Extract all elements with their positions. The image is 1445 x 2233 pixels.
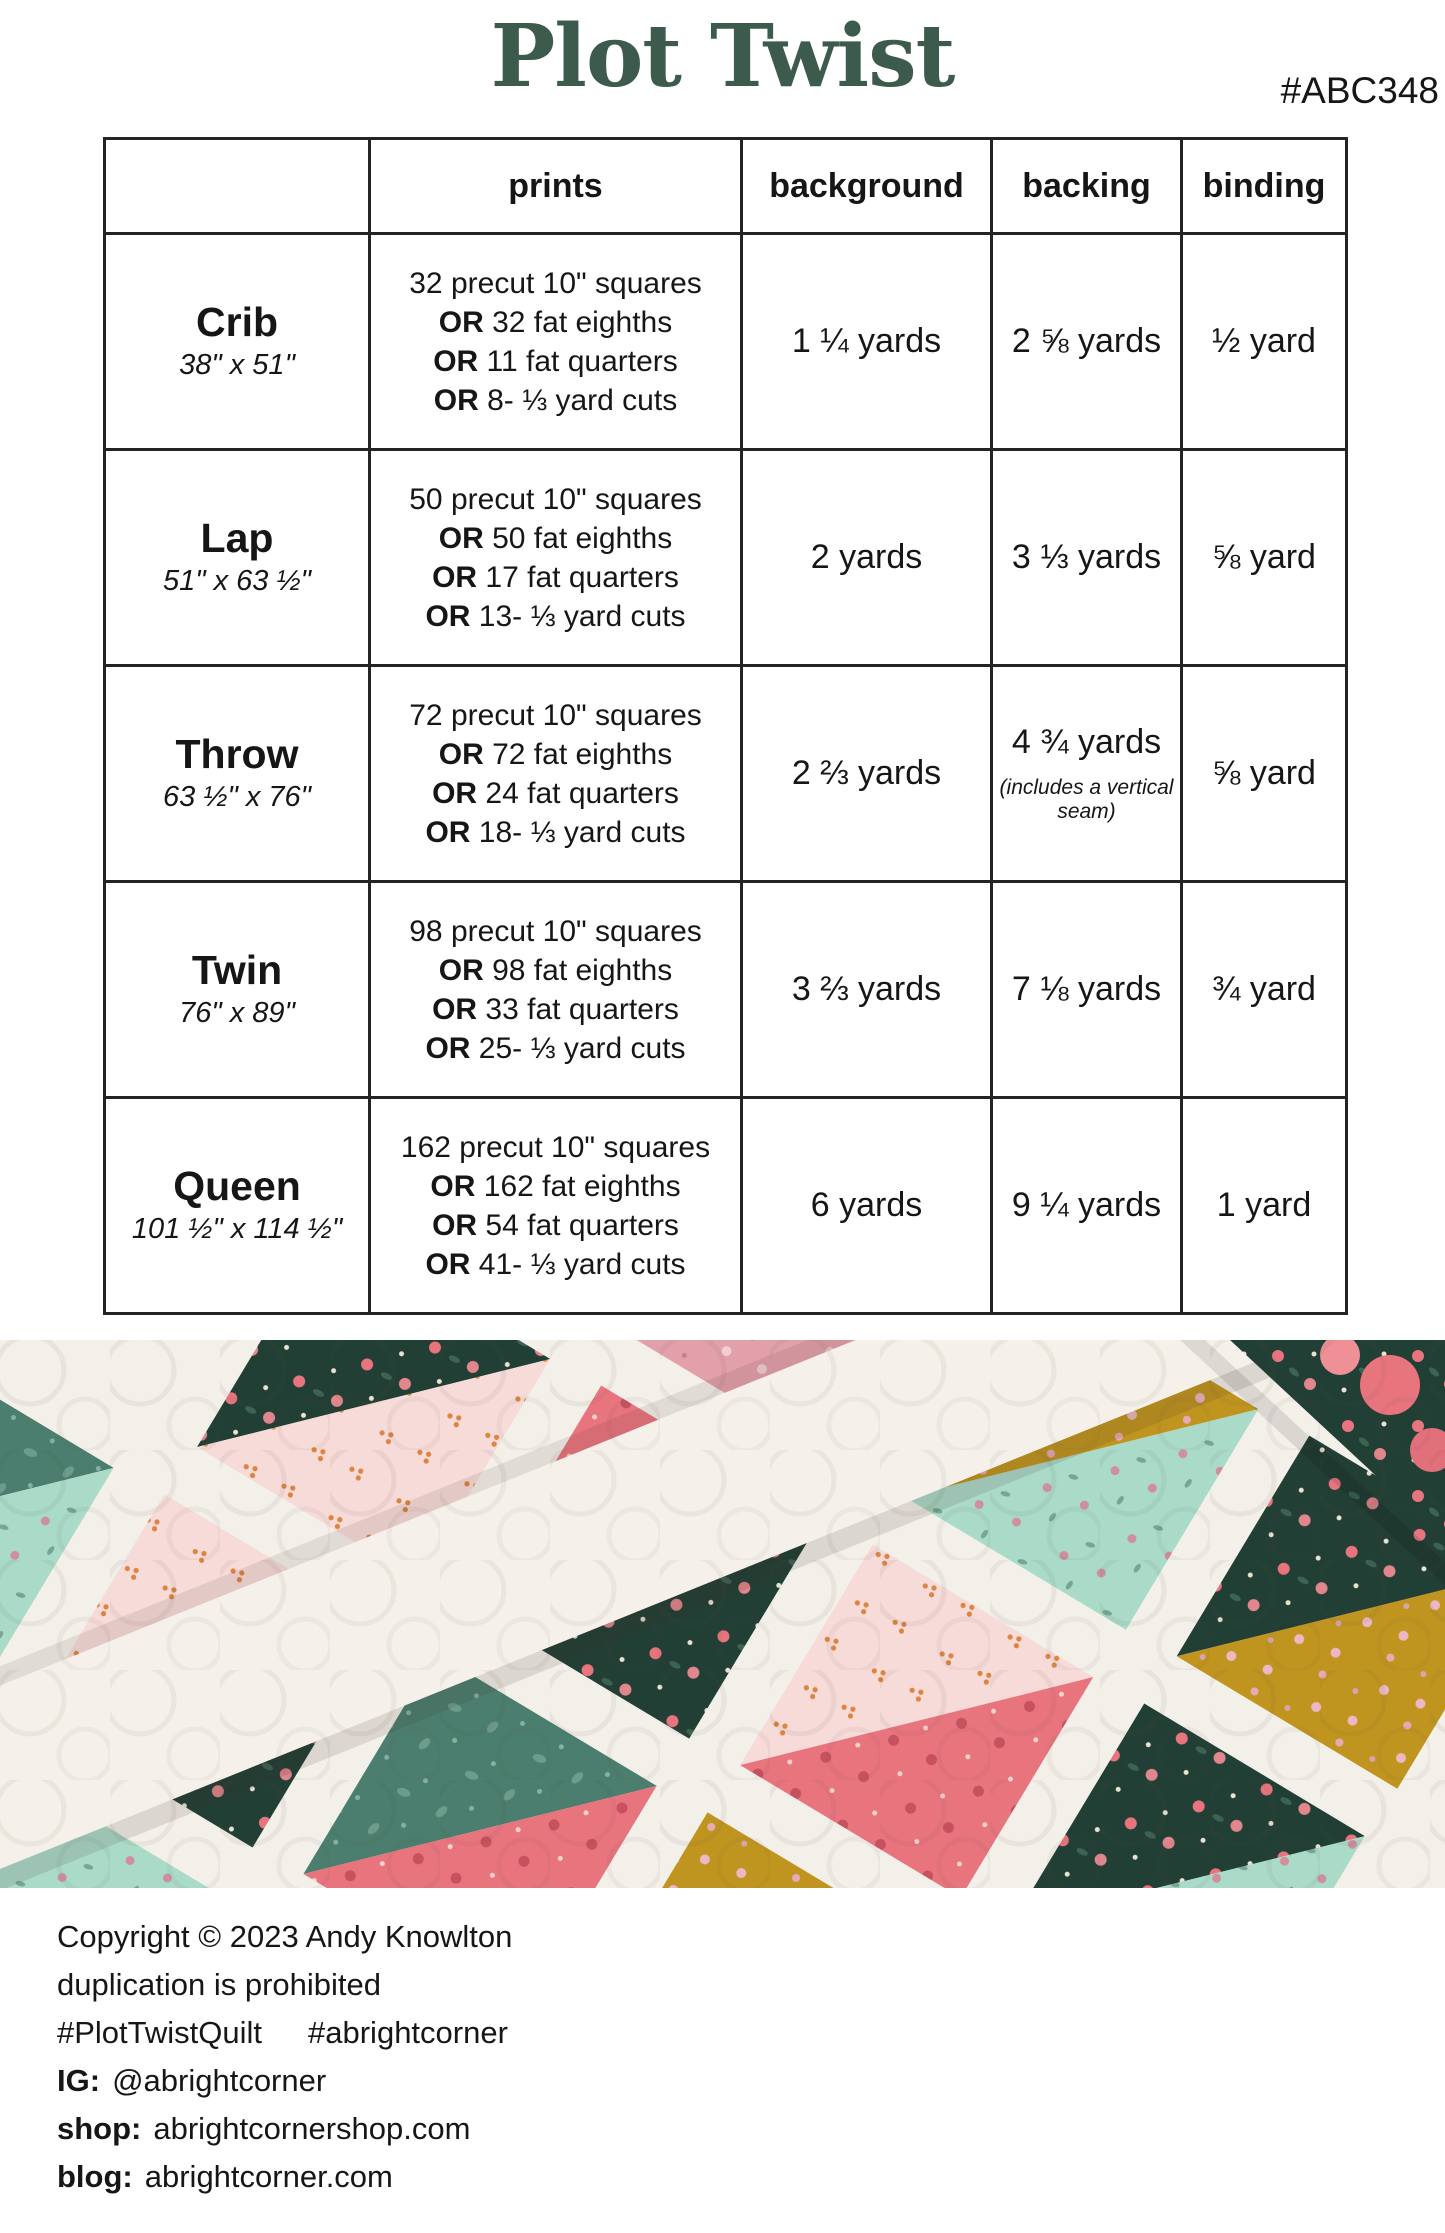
background-cell — [742, 666, 992, 882]
backing-cell — [992, 1098, 1182, 1314]
table-header-row — [105, 139, 1347, 234]
prints-cell — [370, 234, 742, 450]
size-cell — [105, 666, 370, 882]
prints-line: OR 24 fat quarters — [432, 776, 679, 810]
background-cell — [742, 1098, 992, 1314]
size-dimensions: 38" x 51" — [179, 349, 295, 382]
table-row — [105, 450, 1347, 666]
size-name: Lap — [200, 514, 274, 561]
prints-line: OR 50 fat eighths — [438, 521, 673, 555]
prints-cell — [370, 666, 742, 882]
prints-line: OR 11 fat quarters — [433, 344, 678, 378]
background-cell — [742, 234, 992, 450]
prints-line: OR 54 fat quarters — [432, 1208, 679, 1242]
background-value: 2 yards — [810, 538, 923, 576]
social-value: @abrightcorner — [112, 2063, 327, 2098]
social-line — [57, 2105, 512, 2153]
binding-value: ¾ yard — [1212, 970, 1316, 1008]
table-row — [105, 1098, 1347, 1314]
background-cell — [742, 882, 992, 1098]
binding-cell — [1182, 234, 1347, 450]
size-cell — [105, 234, 370, 450]
size-cell — [105, 450, 370, 666]
header-backing: backing — [992, 139, 1182, 234]
social-value: abrightcorner.com — [144, 2159, 393, 2194]
pattern-number: #ABC348 — [1280, 70, 1439, 111]
binding-cell — [1182, 1098, 1347, 1314]
backing-value: 4 ¾ yards — [1011, 723, 1162, 761]
social-links — [57, 2057, 512, 2201]
table-row — [105, 234, 1347, 450]
size-name: Queen — [173, 1162, 301, 1209]
prints-line: OR 41- ⅓ yard cuts — [425, 1247, 686, 1281]
header-binding: binding — [1182, 139, 1347, 234]
hashtags-line — [57, 2009, 512, 2057]
social-label: shop: — [57, 2111, 142, 2146]
prints-line: OR 17 fat quarters — [432, 560, 679, 594]
prints-line: OR 162 fat eighths — [430, 1169, 681, 1203]
prints-line: 32 precut 10" squares — [409, 266, 702, 300]
hashtag: #abrightcorner — [308, 2015, 508, 2050]
prints-line: OR 25- ⅓ yard cuts — [425, 1031, 686, 1065]
table-row — [105, 882, 1347, 1098]
backing-cell — [992, 882, 1182, 1098]
size-name: Crib — [196, 298, 278, 345]
binding-value: ½ yard — [1212, 322, 1316, 360]
binding-cell — [1182, 666, 1347, 882]
social-line — [57, 2153, 512, 2201]
binding-cell — [1182, 882, 1347, 1098]
background-value: 1 ¼ yards — [791, 322, 942, 360]
backing-value: 3 ⅓ yards — [1011, 538, 1162, 576]
size-name: Throw — [175, 730, 299, 777]
size-dimensions: 76" x 89" — [179, 997, 295, 1030]
backing-value: 7 ⅛ yards — [1011, 970, 1162, 1008]
backing-cell — [992, 234, 1182, 450]
prints-line: OR 13- ⅓ yard cuts — [425, 599, 686, 633]
header-background: background — [742, 139, 992, 234]
prints-line: 98 precut 10" squares — [409, 914, 702, 948]
size-dimensions: 101 ½" x 114 ½" — [131, 1213, 343, 1246]
header-size-empty — [105, 139, 370, 234]
page-title: Plot Twist — [490, 6, 955, 107]
backing-value: 2 ⅝ yards — [1011, 322, 1162, 360]
header-prints: prints — [370, 139, 742, 234]
social-line — [57, 2057, 512, 2105]
hashtag: #PlotTwistQuilt — [57, 2015, 263, 2050]
quilt-photo — [0, 1340, 1445, 1888]
copyright-block — [57, 1913, 512, 2201]
prints-line: OR 32 fat eighths — [438, 305, 673, 339]
social-value: abrightcornershop.com — [153, 2111, 471, 2146]
prints-line: 50 precut 10" squares — [409, 482, 702, 516]
size-dimensions: 63 ½" x 76" — [163, 781, 311, 814]
backing-cell — [992, 666, 1182, 882]
binding-value: ⅝ yard — [1212, 538, 1316, 576]
background-cell — [742, 450, 992, 666]
social-label: blog: — [57, 2159, 133, 2194]
prints-cell — [370, 1098, 742, 1314]
fabric-requirements-table — [103, 137, 1348, 1315]
backing-note: (includes a vertical seam) — [999, 776, 1174, 823]
background-value: 3 ⅔ yards — [791, 970, 942, 1008]
background-value: 2 ⅔ yards — [791, 754, 942, 792]
size-name: Twin — [191, 946, 283, 993]
prints-cell — [370, 450, 742, 666]
copyright-line: Copyright © 2023 Andy Knowlton — [57, 1919, 513, 1954]
binding-value: 1 yard — [1216, 1186, 1312, 1224]
prints-line: OR 18- ⅓ yard cuts — [425, 815, 686, 849]
social-label: IG: — [57, 2063, 101, 2098]
duplication-line: duplication is prohibited — [57, 1967, 381, 2002]
table-row — [105, 666, 1347, 882]
backing-cell — [992, 450, 1182, 666]
backing-value: 9 ¼ yards — [1011, 1186, 1162, 1224]
size-table-body — [105, 234, 1347, 1314]
prints-line: OR 98 fat eighths — [438, 953, 673, 987]
prints-line: OR 8- ⅓ yard cuts — [433, 383, 678, 417]
prints-line: 72 precut 10" squares — [409, 698, 702, 732]
binding-cell — [1182, 450, 1347, 666]
prints-line: OR 33 fat quarters — [432, 992, 679, 1026]
size-cell — [105, 1098, 370, 1314]
background-value: 6 yards — [810, 1186, 923, 1224]
size-dimensions: 51" x 63 ½" — [163, 565, 311, 598]
size-cell — [105, 882, 370, 1098]
prints-cell — [370, 882, 742, 1098]
prints-line: 162 precut 10" squares — [400, 1130, 711, 1164]
binding-value: ⅝ yard — [1212, 754, 1316, 792]
prints-line: OR 72 fat eighths — [438, 737, 673, 771]
